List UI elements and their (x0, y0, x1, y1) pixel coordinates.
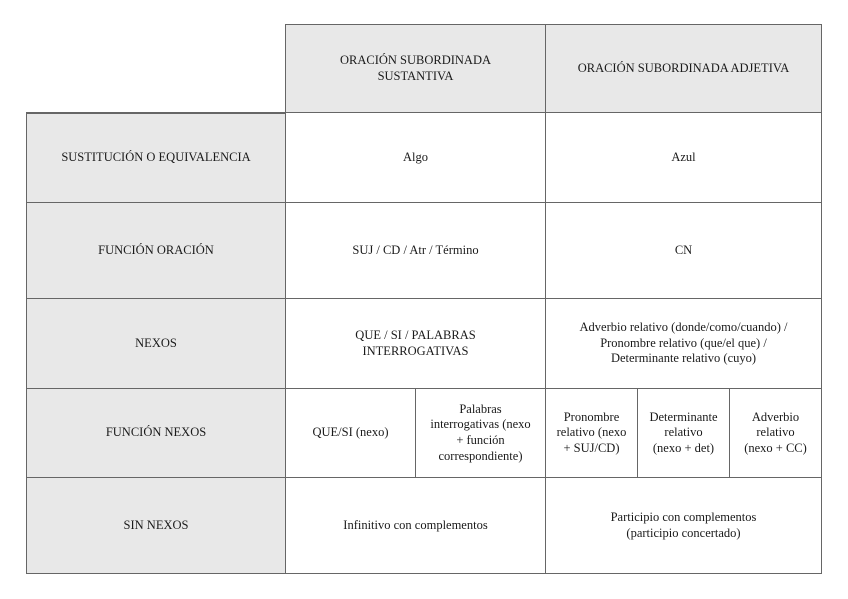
corner-empty-cell (26, 24, 286, 113)
row-label-sin-nexos: SIN NEXOS (26, 478, 286, 574)
cell-funcion-nexos-que-si: QUE/SI (nexo) (286, 389, 416, 478)
row-label-sustitucion: SUSTITUCIÓN O EQUIVALENCIA (26, 113, 286, 203)
row-label-funcion-oracion: FUNCIÓN ORACIÓN (26, 203, 286, 299)
cell-nexos-sustantiva: QUE / SI / PALABRAS INTERROGATIVAS (286, 299, 546, 389)
comparison-table (26, 24, 822, 574)
header-sustantiva: ORACIÓN SUBORDINADA SUSTANTIVA (286, 24, 546, 113)
cell-nexos-adjetiva: Adverbio relativo (donde/como/cuando) / Pronombre relativo (que/el que) / Determinante relativo (cuyo) (546, 299, 822, 389)
cell-funcion-oracion-sustantiva: SUJ / CD / Atr / Término (286, 203, 546, 299)
cell-funcion-nexos-pronombre: Pronombre relativo (nexo + SUJ/CD) (546, 389, 638, 478)
cell-sin-nexos-sustantiva: Infinitivo con complementos (286, 478, 546, 574)
cell-sin-nexos-adjetiva: Participio con complementos (participio concertado) (546, 478, 822, 574)
cell-sustitucion-adjetiva: Azul (546, 113, 822, 203)
row-label-funcion-nexos: FUNCIÓN NEXOS (26, 389, 286, 478)
cell-sustitucion-sustantiva: Algo (286, 113, 546, 203)
cell-funcion-nexos-interrogativas: Palabras interrogativas (nexo + función correspondiente) (416, 389, 546, 478)
cell-funcion-nexos-adverbio: Adverbio relativo (nexo + CC) (730, 389, 822, 478)
cell-funcion-oracion-adjetiva: CN (546, 203, 822, 299)
row-label-nexos: NEXOS (26, 299, 286, 389)
cell-funcion-nexos-determinante: Determinante relativo (nexo + det) (638, 389, 730, 478)
header-adjetiva: ORACIÓN SUBORDINADA ADJETIVA (546, 24, 822, 113)
